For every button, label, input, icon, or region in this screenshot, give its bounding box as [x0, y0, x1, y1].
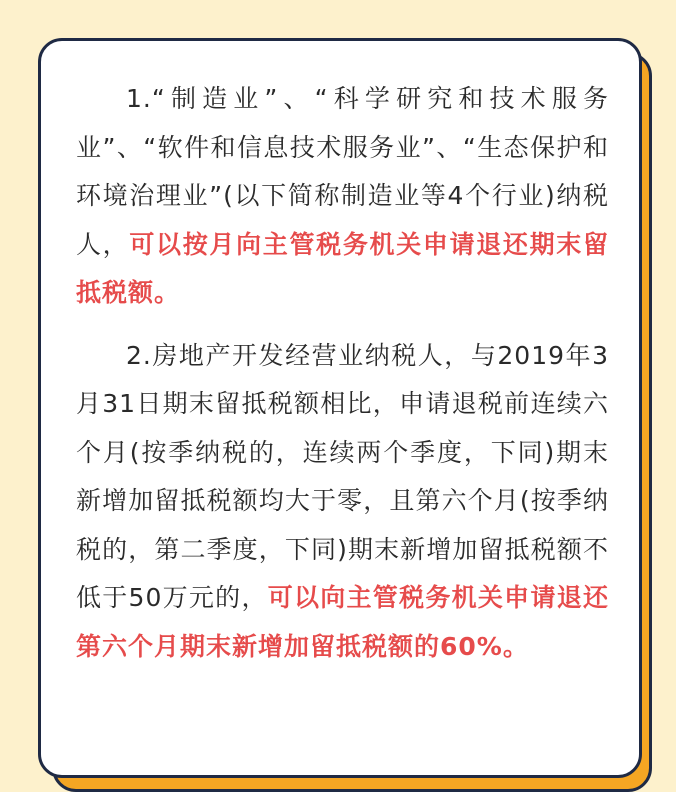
paragraph-1: [76, 75, 609, 318]
paragraph-2: [76, 332, 609, 672]
paragraph-2-text: 2.房地产开发经营业纳税人，与2019年3月31日期末留抵税额相比，申请退税前连续六个月(按季纳税的，连续两个季度，下同)期末新增加留抵税额均大于零，且第六个月(按季纳税的，第二季度，下同)期末新增加留抵税额不低于50万元的，: [76, 340, 609, 612]
paragraph-1-text: 1.“制造业”、“科学研究和技术服务业”、“软件和信息技术服务业”、“生态保护和环境治理业”(以下简称制造业等4个行业)纳税人，: [76, 84, 609, 259]
paragraph-1-highlight: 可以按月向主管税务机关申请退还期末留抵税额。: [76, 229, 609, 307]
paragraph-2-highlight: 可以向主管税务机关申请退还第六个月期末新增加留抵税额的60%。: [76, 583, 609, 661]
policy-text: [76, 75, 609, 671]
